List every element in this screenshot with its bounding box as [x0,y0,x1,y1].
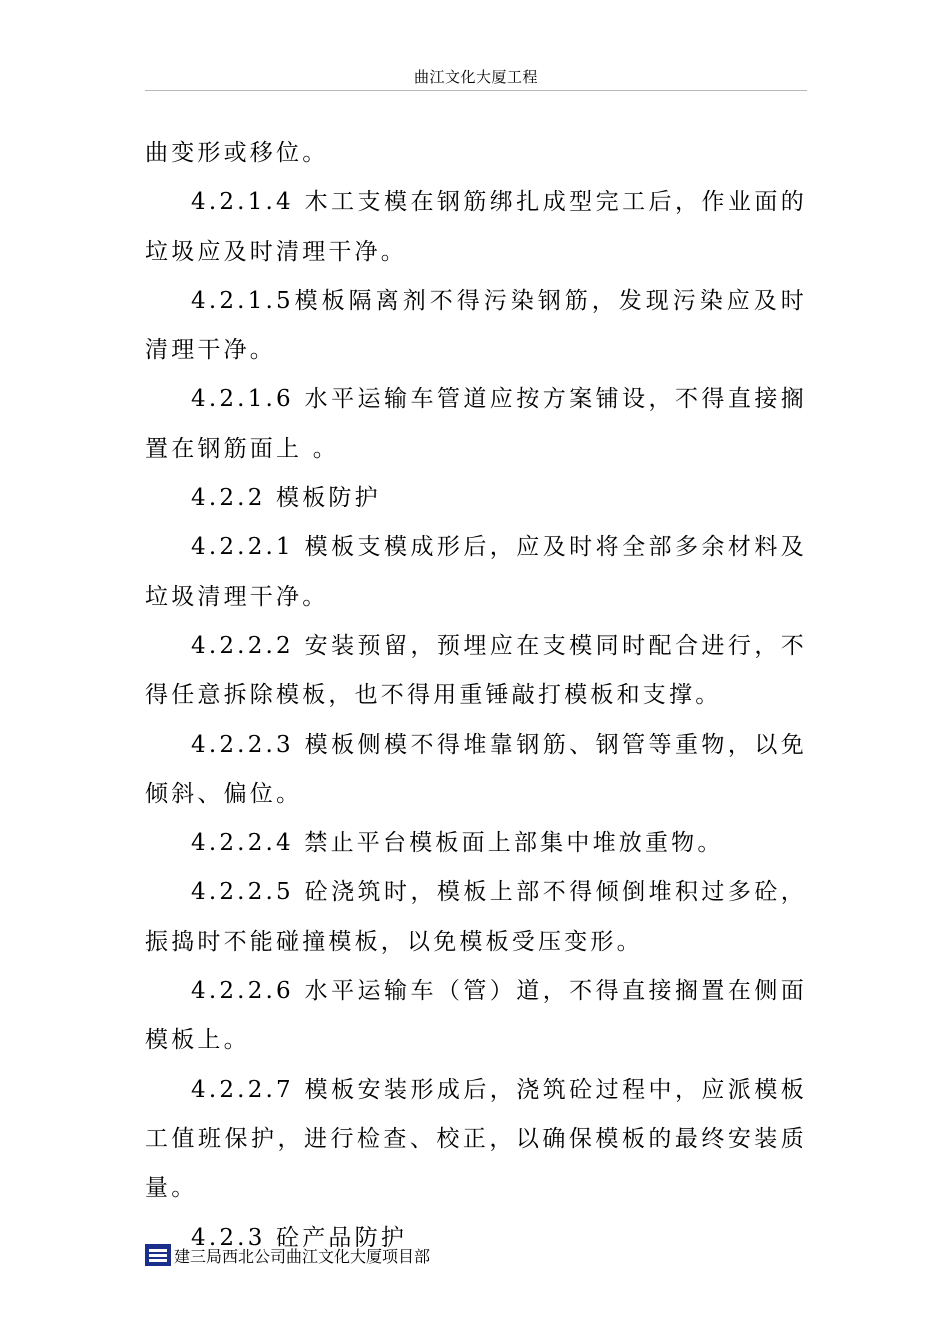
paragraph-9: 4.2.2.5 砼浇筑时，模板上部不得倾倒堆积过多砼，振捣时不能碰撞模板，以免模板受压变形。 [145,879,807,955]
paragraph-8: 4.2.2.4 禁止平台模板面上部集中堆放重物。 [191,830,724,857]
header-title: 曲江文化大厦工程 [413,68,538,86]
page-header [145,64,807,91]
paragraph-0: 曲变形或移位。 [145,140,329,166]
paragraph-2: 4.2.1.5模板隔离剂不得污染钢筋，发现污染应及时清理干净。 [145,287,807,364]
paragraph-5: 4.2.2.1 模板支模成形后，应及时将全部多余材料及垃圾清理干净。 [145,534,807,610]
company-logo-icon [145,1244,171,1266]
paragraph-4: 4.2.2 模板防护 [191,485,381,512]
paragraph-7: 4.2.2.3 模板侧模不得堆靠钢筋、钢管等重物，以免倾斜、偏位。 [145,731,807,807]
paragraph-3: 4.2.1.6 水平运输车管道应按方案铺设，不得直接搁置在钢筋面上 。 [145,386,807,462]
page-footer [145,1242,430,1268]
footer-text: 建三局西北公司曲江文化大厦项目部 [174,1246,431,1266]
paragraph-6: 4.2.2.2 安装预留，预埋应在支模同时配合进行，不得任意拆除模板，也不得用重锤敲打模板和支撑。 [145,632,807,709]
paragraph-12: 4.2.3 砼产品防护 [191,1224,408,1251]
paragraph-1: 4.2.1.4 木工支模在钢筋绑扎成型完工后，作业面的垃圾应及时清理干净。 [145,189,807,265]
document-body [145,129,807,1263]
paragraph-10: 4.2.2.6 水平运输车（管）道，不得直接搁置在侧面模板上。 [145,978,807,1054]
paragraph-11: 4.2.2.7 模板安装形成后，浇筑砼过程中，应派模板工值班保护，进行检查、校正，以确保模板的最终安装质量。 [145,1076,807,1202]
